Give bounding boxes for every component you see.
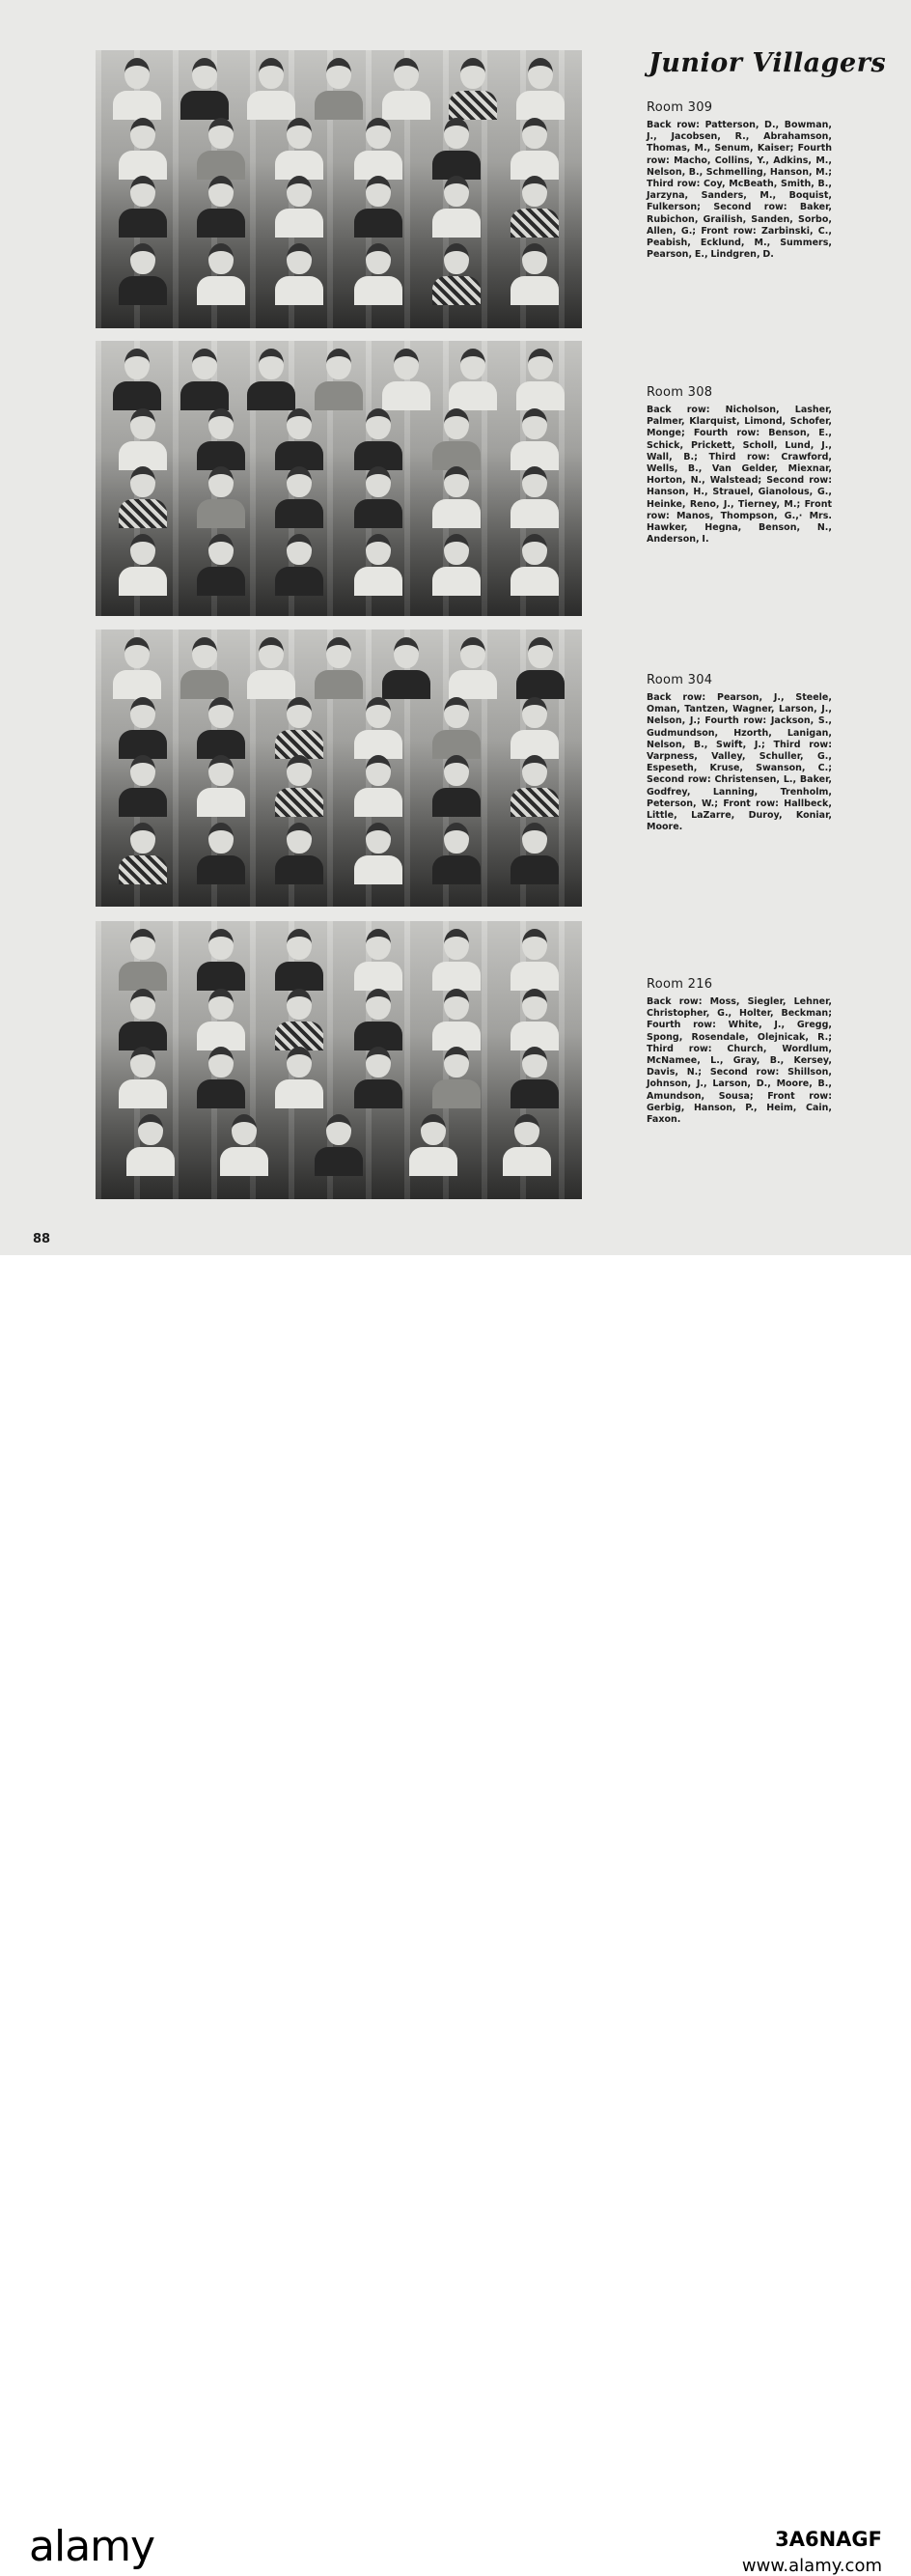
- page-number: 88: [33, 1232, 51, 1246]
- student-names: Back row: Nicholson, Lasher, Palmer, Klarquist, Limond, Schofer, Monge; Fourth row: Benson, E., Schick, Prickett, Scholl, Lund, J., Wall, B.; Third row: Crawford, Wells, B., Van Gelder, Miexnar, Horton, N., Walstead; Second row: Hanson, H., Strauel, Gianolous, G., Heinke, Reno, J., Tierney, M.; Front row: Manos, Thompson, G.,· Mrs. Hawker, Hegna, Benson, N., Anderson, I.: [647, 405, 832, 546]
- room-label: Room 216: [647, 977, 713, 992]
- stock-image-id: 3A6NAGF: [775, 2528, 882, 2551]
- room-label: Room 308: [647, 385, 713, 400]
- page-heading: Junior Villagers: [649, 48, 887, 78]
- class-photo-room-309: [96, 50, 582, 328]
- student-names: Back row: Patterson, D., Bowman, J., Jacobsen, R., Abrahamson, Thomas, M., Senum, Kaiser; Fourth row: Macho, Collins, Y., Adkins, M., Nelson, B., Schmelling, Hanson, M.; Third row: Coy, McBeath, Smith, B., Jarzyna, Sanders, M., Boquist, Fulkerson; Second row: Baker, Rubichon, Grailish, Sanden, Sorbo, Allen, G.; Front row: Zarbinski, C., Peabish, Ecklund, M., Summers, Pearson, E., Lindgren, D.: [647, 120, 832, 261]
- caption-room-216: [647, 977, 832, 1126]
- caption-room-309: [647, 100, 832, 261]
- student-names: Back row: Moss, Siegler, Lehner, Christopher, G., Holter, Beckman; Fourth row: White, J., Gregg, Spong, Rosendale, Olejnicak, R.; Third row: Church, Wordlum, McNamee, L., Gray, B., Kersey, Davis, N.; Second row: Shillson, Johnson, J., Larson, D., Moore, B., Amundson, Sousa; Front row: Gerbig, Hanson, P., Heim, Cain, Faxon.: [647, 996, 832, 1126]
- stock-footer: [0, 1255, 911, 2576]
- room-label: Room 304: [647, 673, 713, 687]
- class-photo-room-216: [96, 921, 582, 1199]
- alamy-logo: alamy: [29, 2522, 155, 2571]
- room-label: Room 309: [647, 100, 713, 115]
- caption-room-304: [647, 673, 832, 833]
- student-names: Back row: Pearson, J., Steele, Oman, Tantzen, Wagner, Larson, J., Nelson, J.; Fourth row: Jackson, S., Gudmundson, Hzorth, Lanigan, Nelson, B., Swift, J.; Third row: Varpness, Valley, Schuller, G., Espeseth, Kruse, Swanson, C.; Second row: Christensen, L., Baker, Godfrey, Lanning, Trenholm, Peterson, W.; Front row: Hallbeck, Little, LaZarre, Duroy, Koniar, Moore.: [647, 692, 832, 833]
- stock-site-url[interactable]: www.alamy.com: [741, 2556, 882, 2576]
- yearbook-page: [0, 0, 911, 1255]
- class-photo-room-308: [96, 341, 582, 616]
- class-photo-room-304: [96, 630, 582, 907]
- photo-row: [103, 58, 574, 120]
- caption-room-308: [647, 385, 832, 546]
